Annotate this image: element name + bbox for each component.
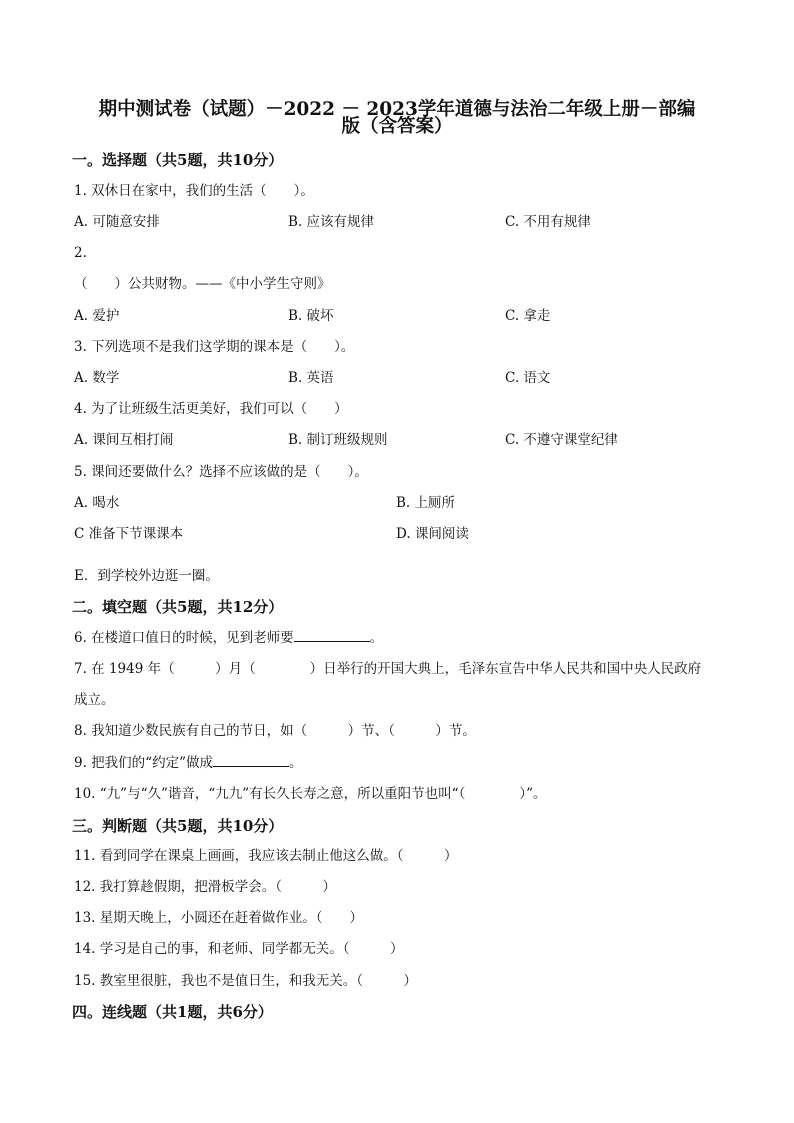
q1-option-a: A. 可随意安排 (74, 214, 160, 230)
q15-text: 15. 教室里很脏，我也不是值日生，和我无关。（ ） (74, 973, 418, 989)
q2-option-c: C. 拿走 (505, 308, 551, 324)
q10-text: 10. “九”与“久”谐音，“九九”有长久长寿之意，所以重阳节也叫“（ ）”。 (74, 786, 547, 802)
q4-stem: 4. 为了让班级生活更美好，我们可以（ ） (74, 401, 348, 417)
q2-number: 2. (74, 245, 87, 261)
q1-option-b: B. 应该有规律 (288, 214, 375, 230)
section-judge-heading: 三。判断题（共5题，共10分） (72, 817, 284, 835)
q3-option-b: B. 英语 (288, 370, 334, 386)
q7-line2: 成立。 (74, 692, 115, 708)
q5-option-a: A. 喝水 (74, 495, 120, 511)
q3-option-c: C. 语文 (505, 370, 551, 386)
doc-title-line2: 版（含答案） (341, 116, 453, 137)
section-matching-heading: 四。连线题（共1题，共6分） (72, 1003, 273, 1021)
q4-option-b: B. 制订班级规则 (288, 432, 388, 448)
q12-text: 12. 我打算趁假期，把滑板学会。（ ） (74, 879, 337, 895)
q4-option-c: C. 不遵守课堂纪律 (505, 432, 618, 448)
q8-text: 8. 我知道少数民族有自己的节日，如（ ）节、（ ）节。 (74, 723, 476, 739)
q1-stem: 1. 双休日在家中，我们的生活（ ）。 (74, 183, 314, 199)
q2-stem: （ ）公共财物。——《中小学生守则》 (74, 276, 331, 292)
q9-line (74, 754, 302, 772)
q3-stem: 3. 下列选项不是我们这学期的课本是（ ）。 (74, 339, 355, 355)
q9-text: 9. 把我们的“约定”做成 (74, 755, 213, 771)
q9-answer-blank[interactable] (213, 754, 289, 767)
q11-text: 11. 看到同学在课桌上画画，我应该去制止他这么做。（ ） (74, 848, 458, 864)
q4-option-a: A. 课间互相打闹 (74, 432, 174, 448)
q9-end: 。 (288, 755, 303, 771)
doc-title-line1: 期中测试卷（试题）－2022 － 2023学年道德与法治二年级上册－部编 (98, 99, 696, 120)
q5-option-e: E．到学校外边逛一圈。 (74, 568, 219, 584)
section-choice-heading: 一。选择题（共5题，共10分） (72, 151, 284, 169)
q3-option-a: A. 数学 (74, 370, 120, 386)
q1-option-c: C. 不用有规律 (505, 214, 591, 230)
section-fill-heading: 二。填空题（共5题，共12分） (72, 598, 284, 616)
q5-option-c: C 准备下节课课本 (74, 526, 184, 542)
q5-option-d: D. 课间阅读 (396, 526, 469, 542)
q2-option-a: A. 爱护 (74, 308, 120, 324)
q2-option-b: B. 破坏 (288, 308, 334, 324)
q6-line (74, 629, 383, 647)
q6-end: 。 (369, 630, 384, 646)
q13-text: 13. 星期天晚上，小圆还在赶着做作业。（ ） (74, 910, 364, 926)
q6-answer-blank[interactable] (294, 629, 370, 642)
q6-text: 6. 在楼道口值日的时候，见到老师要 (74, 630, 294, 646)
q5-option-b: B. 上厕所 (396, 495, 456, 511)
q7-line1: 7. 在 1949 年（ ）月（ ）日举行的开国大典上，毛泽东宣告中华人民共和国中央人民政府 (74, 661, 702, 677)
q14-text: 14. 学习是自己的事，和老师、同学都无关。（ ） (74, 941, 404, 957)
q5-stem: 5. 课间还要做什么？选择不应该做的是（ ）。 (74, 464, 368, 480)
